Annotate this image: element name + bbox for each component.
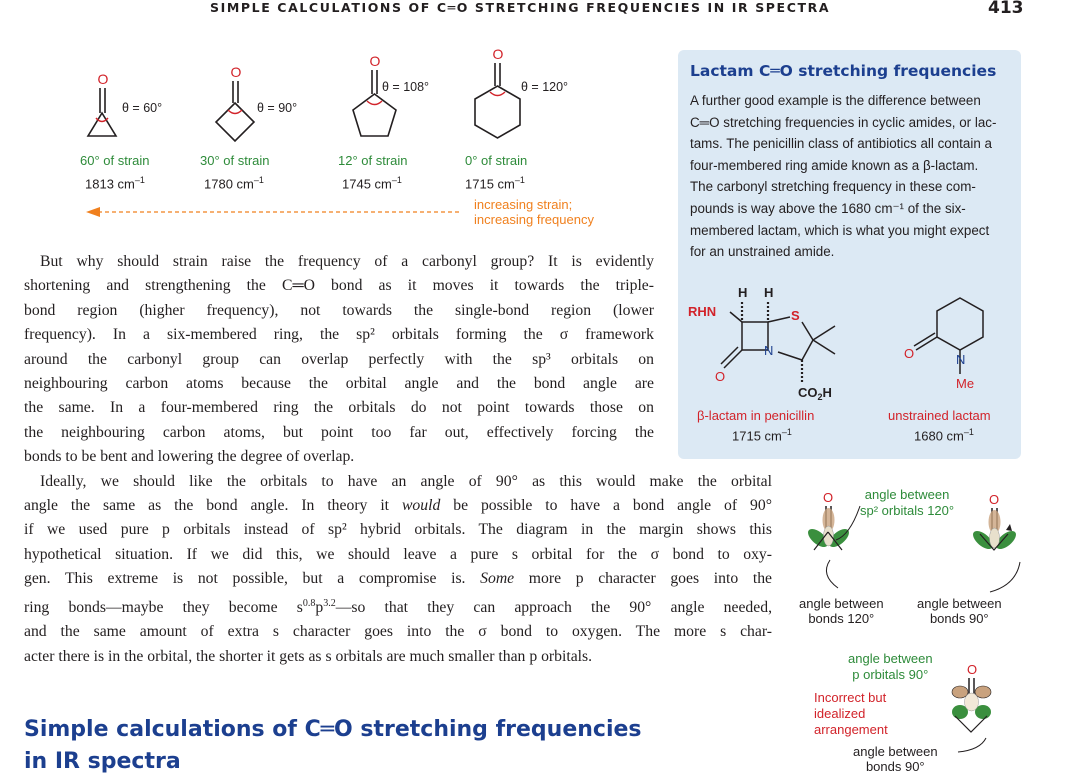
bonds-90-label (917, 596, 1002, 626)
bonds-90-bottom-label (853, 744, 938, 774)
penicillin-label: β-lactam in penicillin (697, 408, 815, 423)
strain-label: 60° of strain (80, 153, 150, 168)
body-line: But why should strain raise the frequency of a carbonyl group? It is evidently (40, 253, 654, 270)
body-line: shortening and strengthening the C═O bond as it moves it towards the triple- (24, 277, 654, 295)
unstrained-lactam-frequency: 1680 $cm^{-1}$ (914, 427, 974, 444)
penicillin-structure (688, 285, 835, 402)
oxygen-label: O (230, 64, 242, 80)
nitrogen-label: N (764, 343, 774, 358)
frequency-label: 1745 $cm^{-1}$ (342, 175, 402, 192)
section-heading: Simple calculations of C═O stretching frequencies in IR spectra (24, 717, 642, 774)
ring-angle-label: θ = 108° (382, 80, 430, 94)
incorrect-arrangement-label (814, 690, 888, 738)
sidebar-line: A further good example is the difference between (690, 93, 981, 108)
hydrogen-label: H (764, 285, 774, 300)
rhn-label: RHN (688, 304, 717, 319)
cyclopropanone-structure (88, 71, 116, 136)
oxygen-label: O (369, 53, 381, 69)
incorrect-line-1: Incorrect but (814, 690, 887, 705)
bonds-90-bottom-line-1: angle between (853, 744, 938, 759)
body-line: gen. This extreme is not possible, but a compromise is. Some more p character goes into the (24, 570, 772, 588)
sp2-orbital-diagram-left (805, 490, 860, 588)
oxygen-label: O (822, 490, 834, 505)
oxygen-label: O (715, 369, 726, 384)
incorrect-line-3: arrangement (814, 722, 888, 737)
paragraph-1 (24, 250, 654, 470)
body-line: around the carbonyl group can overlap perfectly with the sp³ orbitals on (24, 350, 654, 368)
p-angle-line-1: angle between (848, 651, 933, 666)
ring-angle-label: θ = 90° (257, 101, 298, 115)
body-line: hypothetical situation. If we did this, we should leave a pure s orbital for the σ bond to oxy- (24, 545, 772, 563)
unstrained-lactam-structure (904, 298, 983, 391)
paragraph-2 (24, 470, 772, 669)
p-orbital-diagram (952, 662, 991, 752)
body-line: if we used pure p orbitals instead of sp² hybrid orbitals. The diagram in the margin shows this (24, 521, 772, 539)
body-line: angle the same as the bond angle. In theory it would be possible to have a bond angle of 90° (24, 497, 772, 515)
penicillin-frequency: 1715 $cm^{-1}$ (732, 427, 792, 444)
body-line: the neighbouring carbon atoms, but point too far out, effectively forcing the (24, 423, 654, 441)
bonds-90-line-1: angle between (917, 596, 1002, 611)
sidebar-line: membered lactam, which is what you might expect (690, 222, 990, 238)
trend-arrowhead (86, 207, 100, 217)
body-line: the same. In a four-membered ring the orbitals do not point towards those on (24, 399, 654, 417)
body-line: acter there is in the orbital, the shorter it gets as s orbitals are much smaller than p orbitals. (24, 647, 593, 665)
bonds-120-label (799, 596, 884, 626)
sulfur-label: S (791, 308, 800, 323)
cyclobutanone-structure (216, 64, 254, 141)
hydrogen-label: H (738, 285, 748, 300)
co2h-label: $CO_2H$ (798, 385, 832, 402)
frequency-label: 1780 $cm^{-1}$ (204, 175, 264, 192)
oxygen-label: O (988, 492, 1000, 507)
sidebar-line: The carbonyl stretching frequency in these com- (690, 179, 976, 195)
strain-label: 12° of strain (338, 153, 408, 168)
oxygen-label: O (904, 346, 915, 361)
body-line: bonds to be bent and lowering the degree of overlap. (24, 448, 355, 466)
oxygen-label: O (492, 46, 504, 62)
body-line: and the same amount of extra s character goes into the σ bond to oxygen. The more s char- (24, 623, 772, 641)
bonds-90-line-2: bonds 90° (929, 611, 989, 626)
bonds-90-bottom-line-2: bonds 90° (865, 759, 925, 774)
strain-label: 0° of strain (465, 153, 528, 168)
page-number: 413 (988, 0, 1024, 18)
ring-angle-label: θ = 120° (521, 80, 569, 94)
lactam-structures (680, 280, 1020, 410)
bonds-120-line-2: bonds 120° (808, 611, 875, 626)
trend-label (474, 197, 594, 227)
frequency-label: 1813 $cm^{-1}$ (85, 175, 145, 192)
strain-label: 30° of strain (200, 153, 270, 168)
running-head: SIMPLE CALCULATIONS OF C═O STRETCHING FREQUENCIES IN IR SPECTRA (210, 0, 831, 15)
sp2-angle-line-1: angle between (864, 487, 950, 502)
ring-angle-label: θ = 60° (122, 101, 163, 115)
sidebar-line: for an unstrained amide. (690, 244, 835, 260)
unstrained-lactam-label: unstrained lactam (888, 408, 991, 423)
sp2-angle-line-2: sp² orbitals 120° (860, 503, 955, 518)
p-angle-label (848, 651, 933, 683)
oxygen-label: O (966, 662, 978, 677)
cyclopentanone-structure (353, 53, 396, 136)
sidebar-line: C═O stretching frequencies in cyclic amides, or lac- (690, 114, 997, 130)
sidebar-title: Lactam C═O stretching frequencies (690, 62, 997, 80)
sidebar-line: pounds is way above the 1680 cm⁻¹ of the six- (690, 200, 966, 216)
sidebar-line: four-membered ring amide known as a β-lactam. (690, 157, 979, 173)
trend-line-2: increasing frequency (474, 212, 594, 227)
p-angle-line-2: p orbitals 90° (852, 667, 929, 682)
incorrect-line-2: idealized (814, 706, 866, 721)
methyl-label: Me (956, 376, 975, 391)
sp2-angle-label (860, 487, 954, 519)
body-line: ring bonds—maybe they become $s^{0.8}p^{3.2}—so$ that they can approach the 90° angle needed, (24, 597, 772, 616)
frequency-label: 1715 $cm^{-1}$ (465, 175, 525, 192)
sp2-orbital-diagram-right (970, 492, 1020, 592)
oxygen-label: O (97, 71, 109, 87)
body-line: frequency). In a six-membered ring, the sp² orbitals forming the σ framework (24, 326, 654, 344)
bonds-120-line-1: angle between (799, 596, 884, 611)
body-line: bond region (higher frequency), not towards the single-bond region (lower (24, 301, 654, 319)
body-line: neighbouring carbon atoms because the orbital angle and the bond angle are (24, 375, 654, 393)
nitrogen-label: N (956, 352, 966, 367)
sidebar-line: tams. The penicillin class of antibiotics all contain a (690, 136, 992, 152)
cyclohexanone-structure (475, 46, 520, 138)
trend-line-1: increasing strain; (474, 197, 573, 212)
sidebar-body (690, 90, 1008, 263)
body-line: Ideally, we should like the orbitals to have an angle of 90° as this would make the orbital (40, 472, 772, 490)
